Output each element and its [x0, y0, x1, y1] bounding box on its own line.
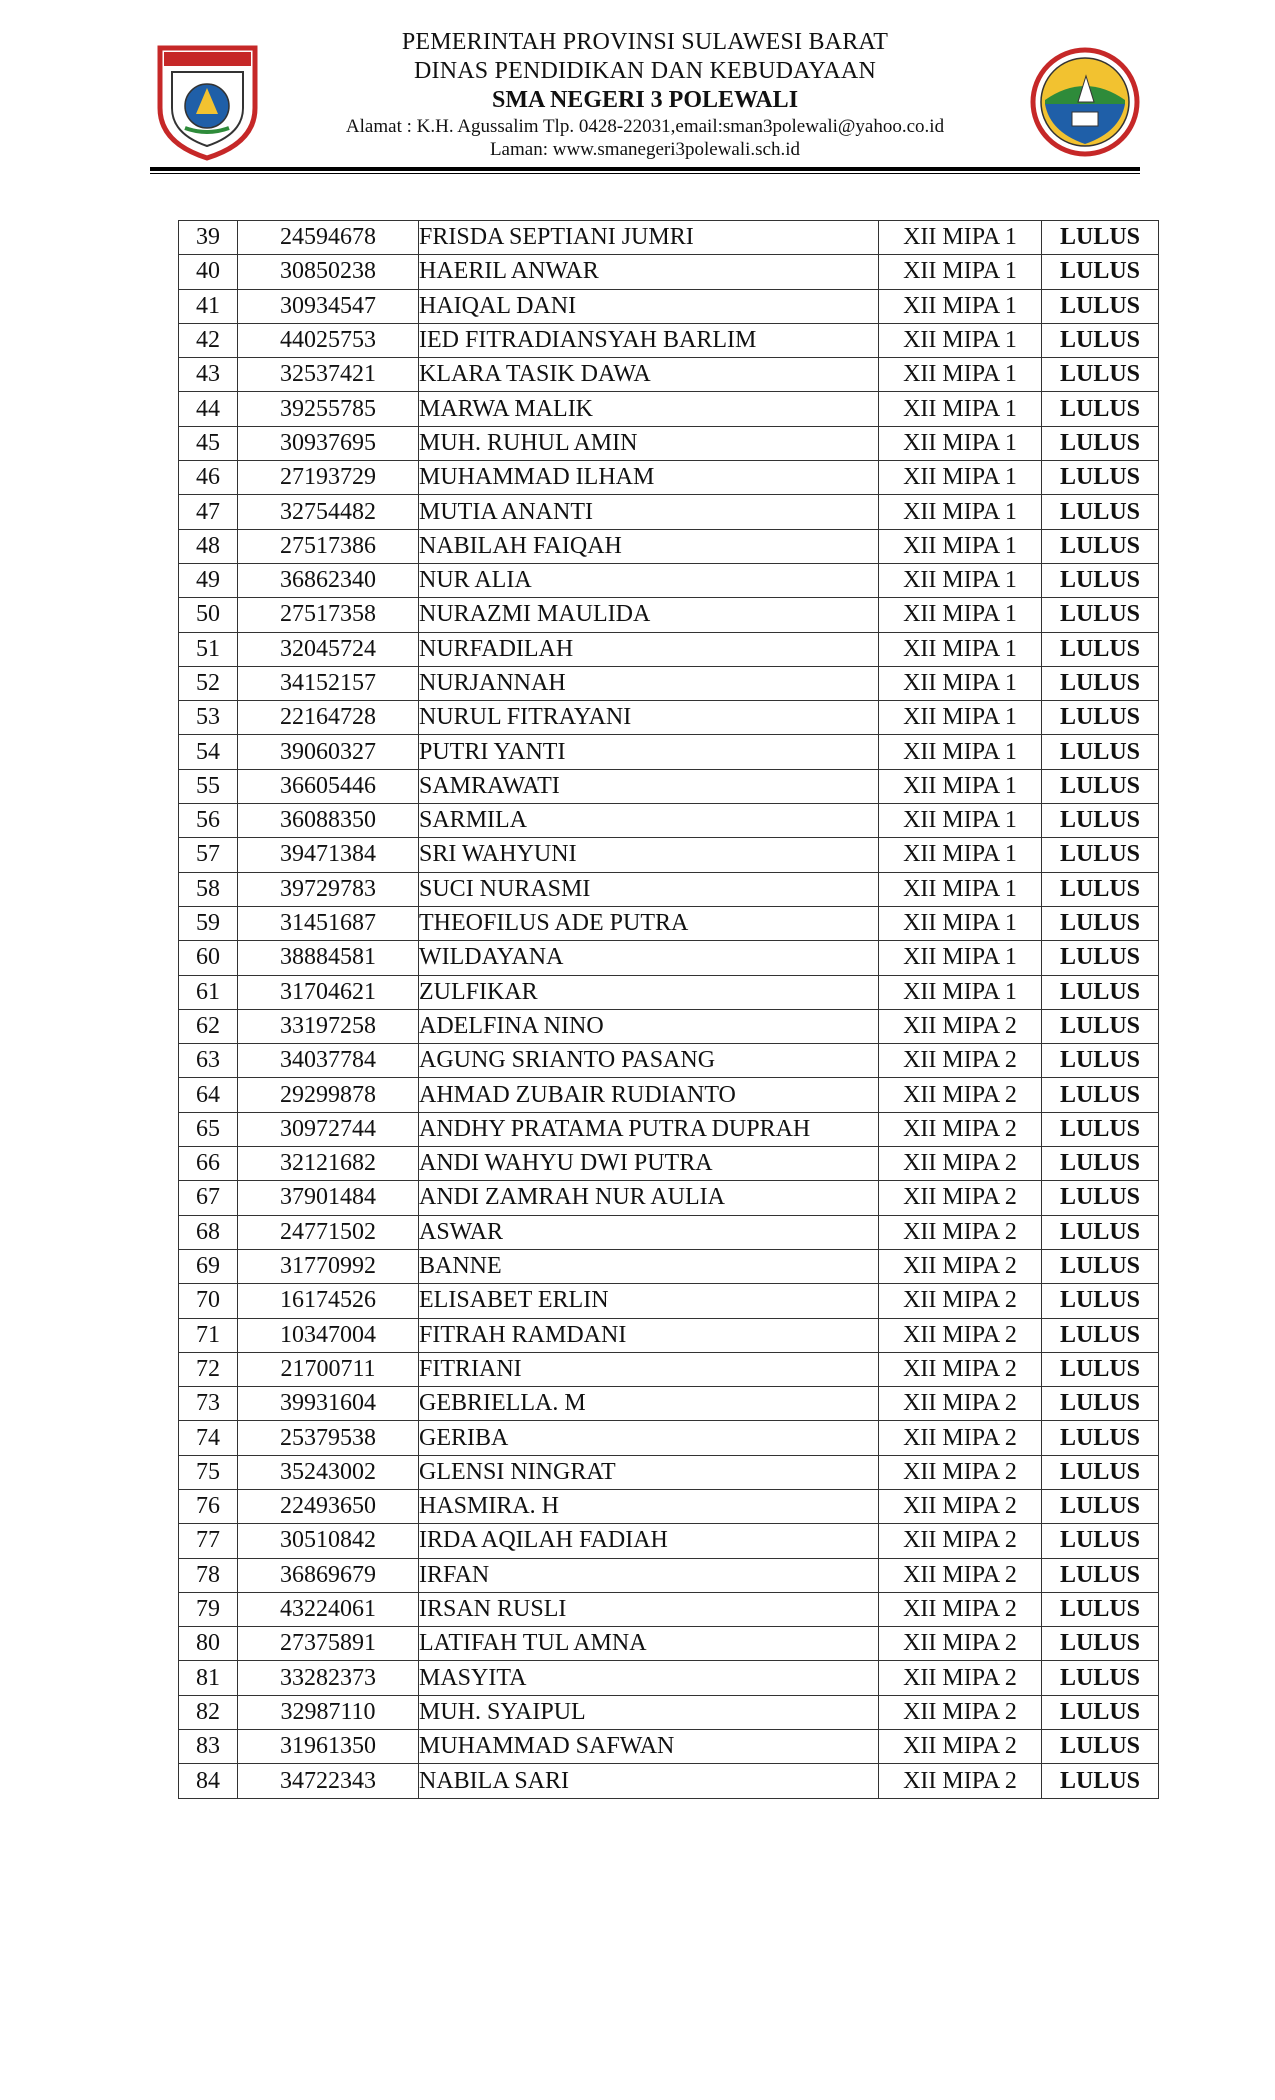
student-name-cell: FRISDA SEPTIANI JUMRI	[419, 221, 879, 255]
student-name-cell: LATIFAH TUL AMNA	[419, 1627, 879, 1661]
student-number-cell: 61	[179, 975, 238, 1009]
graduation-status-cell: LULUS	[1042, 1181, 1159, 1215]
student-name-cell: MUHAMMAD SAFWAN	[419, 1730, 879, 1764]
student-class-cell: XII MIPA 2	[879, 1249, 1042, 1283]
table-row	[179, 1489, 1159, 1523]
student-name-cell: PUTRI YANTI	[419, 735, 879, 769]
student-id-cell: 43224061	[238, 1592, 419, 1626]
student-number-cell: 74	[179, 1421, 238, 1455]
student-class-cell: XII MIPA 2	[879, 1558, 1042, 1592]
student-number-cell: 55	[179, 769, 238, 803]
student-number-cell: 78	[179, 1558, 238, 1592]
student-number-cell: 49	[179, 563, 238, 597]
student-id-cell: 36088350	[238, 804, 419, 838]
graduation-status-cell: LULUS	[1042, 804, 1159, 838]
table-row	[179, 1215, 1159, 1249]
student-number-cell: 51	[179, 632, 238, 666]
student-name-cell: AGUNG SRIANTO PASANG	[419, 1044, 879, 1078]
table-row	[179, 598, 1159, 632]
student-name-cell: NURAZMI MAULIDA	[419, 598, 879, 632]
school-website: Laman: www.smanegeri3polewali.sch.id	[489, 139, 801, 160]
student-id-cell: 31704621	[238, 975, 419, 1009]
student-number-cell: 64	[179, 1078, 238, 1112]
student-class-cell: XII MIPA 2	[879, 1592, 1042, 1626]
graduation-table-body	[179, 221, 1159, 1799]
student-name-cell: AHMAD ZUBAIR RUDIANTO	[419, 1078, 879, 1112]
table-row	[179, 529, 1159, 563]
student-id-cell: 30972744	[238, 1112, 419, 1146]
graduation-status-cell: LULUS	[1042, 1558, 1159, 1592]
table-row	[179, 358, 1159, 392]
graduation-status-cell: LULUS	[1042, 1352, 1159, 1386]
graduation-status-cell: LULUS	[1042, 1489, 1159, 1523]
student-name-cell: MUH. RUHUL AMIN	[419, 426, 879, 460]
student-class-cell: XII MIPA 2	[879, 1661, 1042, 1695]
student-name-cell: NURFADILAH	[419, 632, 879, 666]
student-class-cell: XII MIPA 2	[879, 1695, 1042, 1729]
student-number-cell: 77	[179, 1524, 238, 1558]
letterhead-rule-thin	[150, 173, 1140, 174]
student-id-cell: 27375891	[238, 1627, 419, 1661]
graduation-status-cell: LULUS	[1042, 632, 1159, 666]
student-number-cell: 42	[179, 323, 238, 357]
student-id-cell: 38884581	[238, 941, 419, 975]
student-class-cell: XII MIPA 1	[879, 975, 1042, 1009]
graduation-status-cell: LULUS	[1042, 495, 1159, 529]
student-name-cell: KLARA TASIK DAWA	[419, 358, 879, 392]
student-number-cell: 40	[179, 255, 238, 289]
student-class-cell: XII MIPA 1	[879, 392, 1042, 426]
graduation-status-cell: LULUS	[1042, 1318, 1159, 1352]
student-class-cell: XII MIPA 2	[879, 1112, 1042, 1146]
table-row	[179, 838, 1159, 872]
graduation-status-cell: LULUS	[1042, 1421, 1159, 1455]
table-row	[179, 1592, 1159, 1626]
student-name-cell: ASWAR	[419, 1215, 879, 1249]
student-name-cell: ELISABET ERLIN	[419, 1284, 879, 1318]
student-id-cell: 16174526	[238, 1284, 419, 1318]
student-class-cell: XII MIPA 1	[879, 804, 1042, 838]
student-name-cell: NURUL FITRAYANI	[419, 701, 879, 735]
table-row	[179, 1147, 1159, 1181]
student-number-cell: 41	[179, 289, 238, 323]
student-class-cell: XII MIPA 1	[879, 255, 1042, 289]
student-id-cell: 25379538	[238, 1421, 419, 1455]
student-id-cell: 33197258	[238, 1009, 419, 1043]
student-id-cell: 31770992	[238, 1249, 419, 1283]
graduation-status-cell: LULUS	[1042, 666, 1159, 700]
graduation-status-cell: LULUS	[1042, 323, 1159, 357]
table-row	[179, 701, 1159, 735]
graduation-status-cell: LULUS	[1042, 529, 1159, 563]
graduation-status-cell: LULUS	[1042, 1524, 1159, 1558]
student-id-cell: 37901484	[238, 1181, 419, 1215]
student-class-cell: XII MIPA 1	[879, 323, 1042, 357]
student-class-cell: XII MIPA 2	[879, 1455, 1042, 1489]
student-number-cell: 82	[179, 1695, 238, 1729]
student-number-cell: 47	[179, 495, 238, 529]
table-row	[179, 1181, 1159, 1215]
student-id-cell: 30937695	[238, 426, 419, 460]
student-class-cell: XII MIPA 2	[879, 1387, 1042, 1421]
student-id-cell: 27193729	[238, 461, 419, 495]
table-row	[179, 1078, 1159, 1112]
graduation-status-cell: LULUS	[1042, 1147, 1159, 1181]
government-name: PEMERINTAH PROVINSI SULAWESI BARAT	[401, 29, 889, 55]
student-name-cell: WILDAYANA	[419, 941, 879, 975]
student-number-cell: 62	[179, 1009, 238, 1043]
student-name-cell: SARMILA	[419, 804, 879, 838]
student-number-cell: 56	[179, 804, 238, 838]
student-name-cell: THEOFILUS ADE PUTRA	[419, 906, 879, 940]
student-class-cell: XII MIPA 1	[879, 221, 1042, 255]
student-number-cell: 69	[179, 1249, 238, 1283]
table-row	[179, 1730, 1159, 1764]
student-class-cell: XII MIPA 1	[879, 906, 1042, 940]
student-class-cell: XII MIPA 1	[879, 666, 1042, 700]
graduation-status-cell: LULUS	[1042, 1112, 1159, 1146]
graduation-status-cell: LULUS	[1042, 1009, 1159, 1043]
student-class-cell: XII MIPA 1	[879, 495, 1042, 529]
school-name: SMA NEGERI 3 POLEWALI	[491, 87, 799, 113]
student-id-cell: 36605446	[238, 769, 419, 803]
student-id-cell: 22164728	[238, 701, 419, 735]
student-number-cell: 80	[179, 1627, 238, 1661]
student-name-cell: GERIBA	[419, 1421, 879, 1455]
student-id-cell: 21700711	[238, 1352, 419, 1386]
table-row	[179, 1558, 1159, 1592]
graduation-status-cell: LULUS	[1042, 872, 1159, 906]
table-row	[179, 1112, 1159, 1146]
table-row	[179, 426, 1159, 460]
student-class-cell: XII MIPA 2	[879, 1078, 1042, 1112]
table-row	[179, 1387, 1159, 1421]
graduation-status-cell: LULUS	[1042, 1249, 1159, 1283]
student-class-cell: XII MIPA 1	[879, 598, 1042, 632]
student-class-cell: XII MIPA 1	[879, 941, 1042, 975]
table-row	[179, 666, 1159, 700]
student-number-cell: 63	[179, 1044, 238, 1078]
student-class-cell: XII MIPA 1	[879, 735, 1042, 769]
student-name-cell: IED FITRADIANSYAH BARLIM	[419, 323, 879, 357]
student-number-cell: 73	[179, 1387, 238, 1421]
student-id-cell: 27517386	[238, 529, 419, 563]
student-class-cell: XII MIPA 1	[879, 872, 1042, 906]
graduation-status-cell: LULUS	[1042, 701, 1159, 735]
table-row	[179, 563, 1159, 597]
student-name-cell: NABILAH FAIQAH	[419, 529, 879, 563]
student-number-cell: 68	[179, 1215, 238, 1249]
graduation-status-cell: LULUS	[1042, 221, 1159, 255]
table-row	[179, 1044, 1159, 1078]
student-id-cell: 39060327	[238, 735, 419, 769]
student-class-cell: XII MIPA 2	[879, 1009, 1042, 1043]
student-class-cell: XII MIPA 1	[879, 701, 1042, 735]
student-name-cell: IRFAN	[419, 1558, 879, 1592]
school-logo-icon	[1028, 42, 1143, 167]
student-name-cell: IRDA AQILAH FADIAH	[419, 1524, 879, 1558]
student-class-cell: XII MIPA 2	[879, 1352, 1042, 1386]
graduation-status-cell: LULUS	[1042, 1044, 1159, 1078]
student-number-cell: 39	[179, 221, 238, 255]
student-id-cell: 34722343	[238, 1764, 419, 1798]
student-name-cell: SRI WAHYUNI	[419, 838, 879, 872]
table-row	[179, 392, 1159, 426]
student-name-cell: FITRAH RAMDANI	[419, 1318, 879, 1352]
graduation-status-cell: LULUS	[1042, 461, 1159, 495]
student-name-cell: MARWA MALIK	[419, 392, 879, 426]
student-number-cell: 72	[179, 1352, 238, 1386]
table-row	[179, 1627, 1159, 1661]
table-row	[179, 1524, 1159, 1558]
table-row	[179, 255, 1159, 289]
student-class-cell: XII MIPA 2	[879, 1215, 1042, 1249]
graduation-status-cell: LULUS	[1042, 563, 1159, 597]
graduation-status-cell: LULUS	[1042, 1078, 1159, 1112]
student-class-cell: XII MIPA 1	[879, 529, 1042, 563]
table-row	[179, 769, 1159, 803]
student-number-cell: 67	[179, 1181, 238, 1215]
student-name-cell: SUCI NURASMI	[419, 872, 879, 906]
table-row	[179, 804, 1159, 838]
student-number-cell: 48	[179, 529, 238, 563]
student-id-cell: 30510842	[238, 1524, 419, 1558]
student-class-cell: XII MIPA 2	[879, 1044, 1042, 1078]
student-class-cell: XII MIPA 2	[879, 1421, 1042, 1455]
student-id-cell: 30934547	[238, 289, 419, 323]
graduation-status-cell: LULUS	[1042, 426, 1159, 460]
graduation-status-cell: LULUS	[1042, 1592, 1159, 1626]
student-id-cell: 31451687	[238, 906, 419, 940]
table-row	[179, 289, 1159, 323]
student-number-cell: 83	[179, 1730, 238, 1764]
student-name-cell: HAIQAL DANI	[419, 289, 879, 323]
student-name-cell: MUH. SYAIPUL	[419, 1695, 879, 1729]
student-name-cell: HASMIRA. H	[419, 1489, 879, 1523]
student-name-cell: ANDHY PRATAMA PUTRA DUPRAH	[419, 1112, 879, 1146]
student-number-cell: 53	[179, 701, 238, 735]
student-number-cell: 76	[179, 1489, 238, 1523]
student-number-cell: 66	[179, 1147, 238, 1181]
student-name-cell: ZULFIKAR	[419, 975, 879, 1009]
graduation-status-cell: LULUS	[1042, 392, 1159, 426]
graduation-status-cell: LULUS	[1042, 1661, 1159, 1695]
student-number-cell: 57	[179, 838, 238, 872]
table-row	[179, 1318, 1159, 1352]
student-id-cell: 32537421	[238, 358, 419, 392]
school-address: Alamat : K.H. Agussalim Tlp. 0428-22031,email:sman3polewali@yahoo.co.id	[345, 116, 945, 137]
table-row	[179, 495, 1159, 529]
letterhead-rule-thick	[150, 167, 1140, 171]
student-class-cell: XII MIPA 1	[879, 289, 1042, 323]
student-id-cell: 10347004	[238, 1318, 419, 1352]
table-row	[179, 1352, 1159, 1386]
student-name-cell: FITRIANI	[419, 1352, 879, 1386]
graduation-status-cell: LULUS	[1042, 1284, 1159, 1318]
student-id-cell: 27517358	[238, 598, 419, 632]
student-id-cell: 29299878	[238, 1078, 419, 1112]
table-row	[179, 1661, 1159, 1695]
student-number-cell: 59	[179, 906, 238, 940]
student-name-cell: NUR ALIA	[419, 563, 879, 597]
student-id-cell: 35243002	[238, 1455, 419, 1489]
table-row	[179, 1249, 1159, 1283]
student-class-cell: XII MIPA 1	[879, 769, 1042, 803]
student-number-cell: 60	[179, 941, 238, 975]
student-id-cell: 33282373	[238, 1661, 419, 1695]
graduation-status-cell: LULUS	[1042, 906, 1159, 940]
table-row	[179, 323, 1159, 357]
student-number-cell: 79	[179, 1592, 238, 1626]
graduation-status-cell: LULUS	[1042, 769, 1159, 803]
student-name-cell: ANDI WAHYU DWI PUTRA	[419, 1147, 879, 1181]
letterhead	[150, 20, 1140, 170]
department-name: DINAS PENDIDIKAN DAN KEBUDAYAAN	[414, 58, 876, 84]
student-class-cell: XII MIPA 1	[879, 563, 1042, 597]
table-row	[179, 1455, 1159, 1489]
student-name-cell: GLENSI NINGRAT	[419, 1455, 879, 1489]
student-number-cell: 43	[179, 358, 238, 392]
student-name-cell: GEBRIELLA. M	[419, 1387, 879, 1421]
student-class-cell: XII MIPA 1	[879, 838, 1042, 872]
student-class-cell: XII MIPA 2	[879, 1524, 1042, 1558]
table-row	[179, 872, 1159, 906]
student-name-cell: HAERIL ANWAR	[419, 255, 879, 289]
student-id-cell: 34152157	[238, 666, 419, 700]
graduation-status-cell: LULUS	[1042, 358, 1159, 392]
student-name-cell: NURJANNAH	[419, 666, 879, 700]
student-number-cell: 75	[179, 1455, 238, 1489]
student-id-cell: 22493650	[238, 1489, 419, 1523]
student-id-cell: 32045724	[238, 632, 419, 666]
table-row	[179, 975, 1159, 1009]
student-class-cell: XII MIPA 1	[879, 632, 1042, 666]
student-name-cell: NABILA SARI	[419, 1764, 879, 1798]
student-id-cell: 44025753	[238, 323, 419, 357]
graduation-status-cell: LULUS	[1042, 1764, 1159, 1798]
student-id-cell: 39931604	[238, 1387, 419, 1421]
graduation-status-cell: LULUS	[1042, 1730, 1159, 1764]
graduation-status-cell: LULUS	[1042, 1387, 1159, 1421]
table-row	[179, 735, 1159, 769]
graduation-status-cell: LULUS	[1042, 1627, 1159, 1661]
table-row	[179, 221, 1159, 255]
student-number-cell: 65	[179, 1112, 238, 1146]
student-class-cell: XII MIPA 2	[879, 1764, 1042, 1798]
student-id-cell: 36869679	[238, 1558, 419, 1592]
student-class-cell: XII MIPA 2	[879, 1489, 1042, 1523]
student-class-cell: XII MIPA 2	[879, 1284, 1042, 1318]
student-id-cell: 24594678	[238, 221, 419, 255]
student-id-cell: 32987110	[238, 1695, 419, 1729]
table-row	[179, 1695, 1159, 1729]
student-name-cell: MASYITA	[419, 1661, 879, 1695]
student-name-cell: MUTIA ANANTI	[419, 495, 879, 529]
student-name-cell: ADELFINA NINO	[419, 1009, 879, 1043]
student-id-cell: 36862340	[238, 563, 419, 597]
table-row	[179, 906, 1159, 940]
graduation-status-cell: LULUS	[1042, 1215, 1159, 1249]
student-number-cell: 46	[179, 461, 238, 495]
graduation-status-cell: LULUS	[1042, 1695, 1159, 1729]
graduation-status-cell: LULUS	[1042, 289, 1159, 323]
graduation-status-cell: LULUS	[1042, 735, 1159, 769]
student-id-cell: 30850238	[238, 255, 419, 289]
student-id-cell: 32754482	[238, 495, 419, 529]
student-class-cell: XII MIPA 2	[879, 1147, 1042, 1181]
student-number-cell: 50	[179, 598, 238, 632]
table-row	[179, 632, 1159, 666]
student-number-cell: 58	[179, 872, 238, 906]
province-emblem-icon	[150, 38, 265, 163]
student-number-cell: 70	[179, 1284, 238, 1318]
graduation-status-cell: LULUS	[1042, 838, 1159, 872]
student-number-cell: 44	[179, 392, 238, 426]
student-class-cell: XII MIPA 2	[879, 1730, 1042, 1764]
student-class-cell: XII MIPA 2	[879, 1318, 1042, 1352]
student-class-cell: XII MIPA 1	[879, 461, 1042, 495]
student-class-cell: XII MIPA 2	[879, 1627, 1042, 1661]
student-class-cell: XII MIPA 1	[879, 426, 1042, 460]
student-id-cell: 34037784	[238, 1044, 419, 1078]
student-id-cell: 31961350	[238, 1730, 419, 1764]
student-class-cell: XII MIPA 1	[879, 358, 1042, 392]
student-number-cell: 45	[179, 426, 238, 460]
student-name-cell: SAMRAWATI	[419, 769, 879, 803]
table-row	[179, 1764, 1159, 1798]
graduation-status-cell: LULUS	[1042, 1455, 1159, 1489]
student-number-cell: 84	[179, 1764, 238, 1798]
table-row	[179, 941, 1159, 975]
student-number-cell: 81	[179, 1661, 238, 1695]
table-row	[179, 1284, 1159, 1318]
student-number-cell: 54	[179, 735, 238, 769]
student-name-cell: BANNE	[419, 1249, 879, 1283]
student-id-cell: 39471384	[238, 838, 419, 872]
table-row	[179, 461, 1159, 495]
student-number-cell: 52	[179, 666, 238, 700]
student-class-cell: XII MIPA 2	[879, 1181, 1042, 1215]
table-row	[179, 1421, 1159, 1455]
graduation-table	[178, 220, 1159, 1799]
student-name-cell: IRSAN RUSLI	[419, 1592, 879, 1626]
student-name-cell: ANDI ZAMRAH NUR AULIA	[419, 1181, 879, 1215]
student-id-cell: 39255785	[238, 392, 419, 426]
student-id-cell: 39729783	[238, 872, 419, 906]
graduation-status-cell: LULUS	[1042, 975, 1159, 1009]
student-id-cell: 32121682	[238, 1147, 419, 1181]
student-id-cell: 24771502	[238, 1215, 419, 1249]
student-number-cell: 71	[179, 1318, 238, 1352]
graduation-status-cell: LULUS	[1042, 255, 1159, 289]
graduation-status-cell: LULUS	[1042, 598, 1159, 632]
graduation-status-cell: LULUS	[1042, 941, 1159, 975]
student-name-cell: MUHAMMAD ILHAM	[419, 461, 879, 495]
table-row	[179, 1009, 1159, 1043]
